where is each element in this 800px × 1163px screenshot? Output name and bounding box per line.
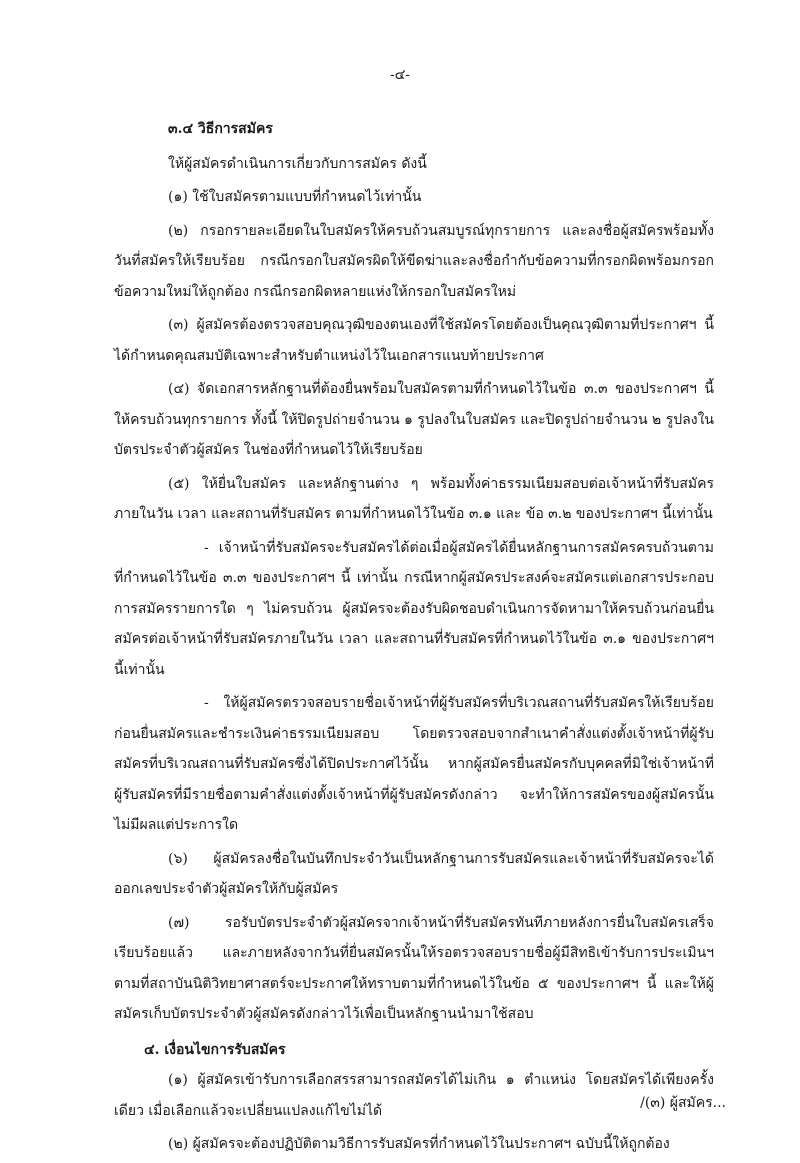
list-item: (๑) ผู้สมัครเข้ารับการเลือกสรรสามารถสมัครได้ไม่เกิน ๑ ตำแหน่ง โดยสมัครได้เพียงครั้งเดียว เมื่อเลือกแล้วจะเปลี่ยนแปลงแก้ไขไม่ได้: [114, 1072, 714, 1119]
section-heading-3-4: ๓.๔ วิธีการสมัคร: [168, 121, 273, 137]
list-item: (๔) จัดเอกสารหลักฐานที่ต้องยื่นพร้อมใบสมัครตามที่กำหนดไว้ในข้อ ๓.๓ ของประกาศฯ นี้ให้ครบถ้วนทุกรายการ ทั้งนี้ ให้ปิดรูปถ่ายจำนวน ๑ รูปลงในใบสมัคร และปิดรูปถ่ายจำนวน ๒ รูปลงในบัตรประจำตัวผู้สมัคร ในช่องที่กำหนดไว้ให้เรียบร้อย: [114, 381, 714, 458]
list-item: (๒) กรอกรายละเอียดในใบสมัครให้ครบถ้วนสมบูรณ์ทุกรายการ และลงชื่อผู้สมัครพร้อมทั้งวันที่สมัครให้เรียบร้อย กรณีกรอกใบสมัครผิดให้ขีดฆ่าและลงชื่อกำกับข้อความที่กรอกผิดพร้อมกรอกข้อความใหม่ให้ถูกต้อง กรณีกรอกผิดหลายแห่งให้กรอกใบสมัครใหม่: [114, 222, 714, 300]
list-item: (๖) ผู้สมัครลงชื่อในบันทึกประจำวันเป็นหลักฐานการรับสมัครและเจ้าหน้าที่รับสมัครจะได้ออกเลขประจำตัวผู้สมัครให้กับผู้สมัคร: [114, 850, 714, 897]
sub-list-item: - ให้ผู้สมัครตรวจสอบรายชื่อเจ้าหน้าที่ผู้รับสมัครที่บริเวณสถานที่รับสมัครให้เรียบร้อยก่อนยื่นสมัครและชำระเงินค่าธรรมเนียมสอบ โดยตรวจสอบจากสำเนาคำสั่งแต่งตั้งเจ้าหน้าที่ผู้รับสมัครที่บริเวณสถานที่รับสมัครซึ่งได้ปิดประกาศไว้นั้น หากผู้สมัครยื่นสมัครกับบุคคลที่มิใช่เจ้าหน้าที่ผู้รับสมัครที่มีรายชื่อตามคำสั่งแต่งตั้งเจ้าหน้าที่ผู้รับสมัครดังกล่าว จะทำให้การสมัครของผู้สมัครนั้นไม่มีผลแต่ประการใด: [114, 695, 714, 833]
continuation-note: /(๓) ผู้สมัคร...: [640, 1095, 726, 1111]
list-item: (๒) ผู้สมัครจะต้องปฏิบัติตามวิธีการรับสมัครที่กำหนดไว้ในประกาศฯ ฉบับนี้ให้ถูกต้อง: [168, 1136, 670, 1152]
list-item: (๗) รอรับบัตรประจำตัวผู้สมัครจากเจ้าหน้าที่รับสมัครทันทีภายหลังการยื่นใบสมัครเสร็จเรียบร้อยแล้ว และภายหลังจากวันที่ยื่นสมัครนั้นให้รอตรวจสอบรายชื่อผู้มีสิทธิเข้ารับการประเมินฯ ตามที่สถาบันนิติวิทยาศาสตร์จะประกาศให้ทราบตามที่กำหนดไว้ในข้อ ๕ ของประกาศฯ นี้ และให้ผู้สมัครเก็บบัตรประจำตัวผู้สมัครดังกล่าวไว้เพื่อเป็นหลักฐานนำมาใช้สอบ: [114, 914, 714, 1022]
document-body: [114, 108, 714, 1163]
sub-list-item: - เจ้าหน้าที่รับสมัครจะรับสมัครได้ต่อเมื่อผู้สมัครได้ยื่นหลักฐานการสมัครครบถ้วนตามที่กำหนดไว้ในข้อ ๓.๓ ของประกาศฯ นี้ เท่านั้น กรณีหากผู้สมัครประสงค์จะสมัครแต่เอกสารประกอบการสมัครรายการใด ๆ ไม่ครบถ้วน ผู้สมัครจะต้องรับผิดชอบดำเนินการจัดหามาให้ครบถ้วนก่อนยื่นสมัครต่อเจ้าหน้าที่รับสมัครภายในวัน เวลา และสถานที่รับสมัครที่กำหนดไว้ในข้อ ๓.๑ ของประกาศฯ นี้เท่านั้น: [114, 539, 714, 678]
list-item: (๑) ใช้ใบสมัครตามแบบที่กำหนดไว้เท่านั้น: [168, 189, 422, 205]
list-item: (๕) ให้ยื่นใบสมัคร และหลักฐานต่าง ๆ พร้อมทั้งค่าธรรมเนียมสอบต่อเจ้าหน้าที่รับสมัคร ภายในวัน เวลา และสถานที่รับสมัคร ตามที่กำหนดไว้ในข้อ ๓.๑ และ ข้อ ๓.๒ ของประกาศฯ นี้เท่านั้น: [114, 475, 714, 522]
list-item: (๓) ผู้สมัครต้องตรวจสอบคุณวุฒิของตนเองที่ใช้สมัครโดยต้องเป็นคุณวุฒิตามที่ประกาศฯ นี้ได้กำหนดคุณสมบัติเฉพาะสำหรับตำแหน่งไว้ในเอกสารแนบท้ายประกาศ: [114, 317, 714, 364]
page-number: -๔-: [389, 67, 411, 83]
section-heading-4: ๔. เงื่อนไขการรับสมัคร: [144, 1041, 286, 1058]
section-intro: ให้ผู้สมัครดำเนินการเกี่ยวกับการสมัคร ดังนี้: [168, 155, 427, 172]
